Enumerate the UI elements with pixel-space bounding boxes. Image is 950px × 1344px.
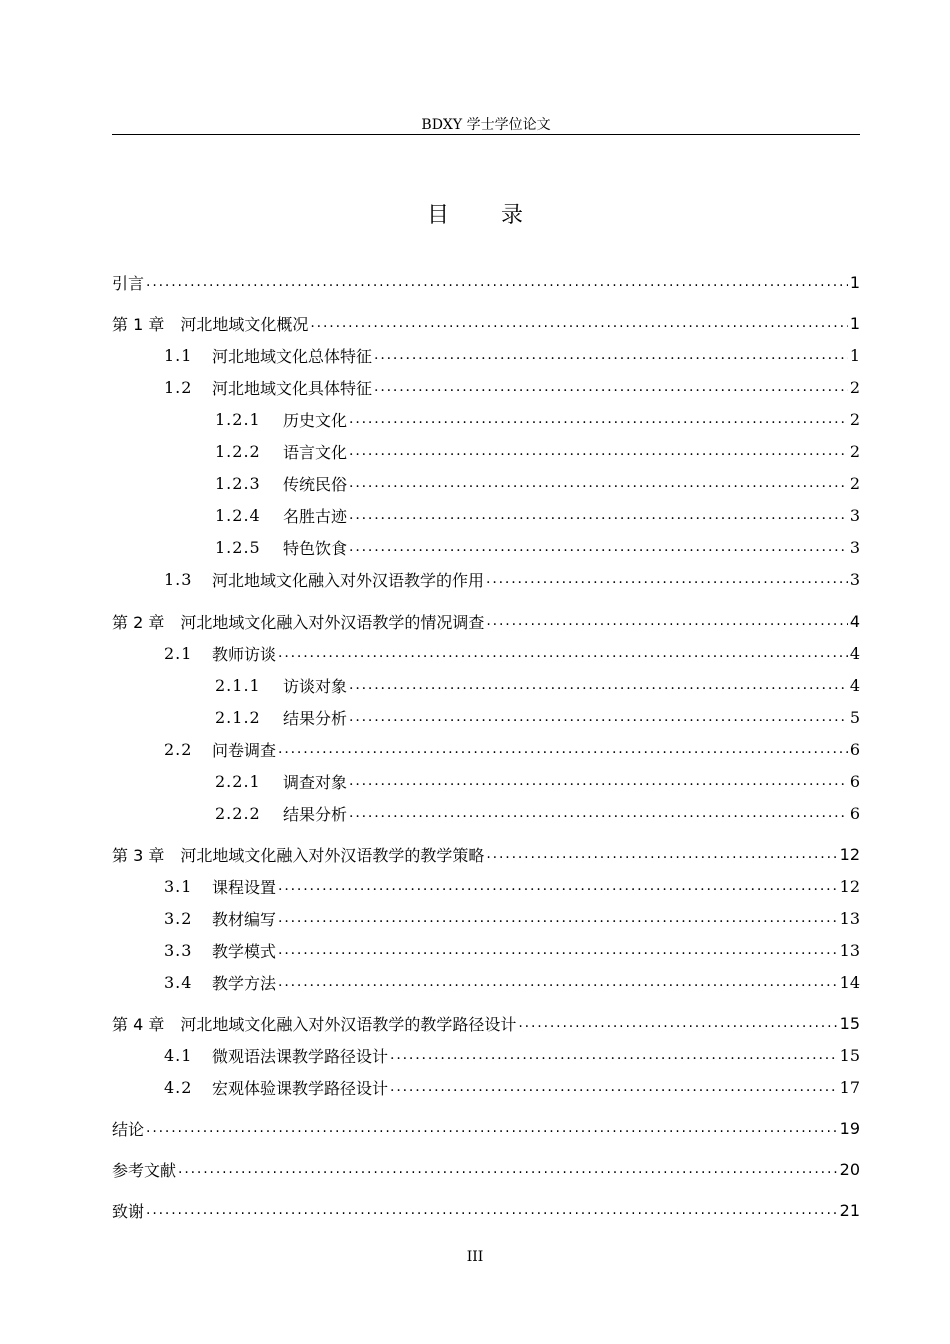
toc-entry[interactable] <box>112 637 860 669</box>
toc-entry[interactable] <box>112 669 860 701</box>
toc-entry-page: 1 <box>849 313 860 333</box>
toc-entry-number: 1.2.2 <box>215 441 261 461</box>
toc-entry-page: 2 <box>849 409 860 429</box>
toc-entry[interactable] <box>112 934 860 966</box>
dot-leader <box>349 403 848 435</box>
dot-leader <box>374 371 848 403</box>
toc-entry[interactable] <box>112 765 860 797</box>
toc-entry-page: 2 <box>849 441 860 461</box>
toc-entry[interactable] <box>112 605 860 637</box>
toc-entry-page: 6 <box>849 739 860 759</box>
dot-leader <box>278 870 838 902</box>
dot-leader <box>310 307 847 339</box>
toc-entry-title: 问卷调查 <box>212 740 277 760</box>
toc-entry-title: 结果分析 <box>283 708 348 728</box>
toc-entry-title: 语言文化 <box>283 442 348 462</box>
toc-entry-page: 12 <box>839 876 860 896</box>
toc-title: 目录 <box>426 203 575 228</box>
toc-entry-title: 课程设置 <box>212 877 277 897</box>
toc-entry[interactable] <box>112 1071 860 1103</box>
toc-entry-page: 3 <box>849 537 860 557</box>
toc-entry-number: 3.1 <box>164 876 193 896</box>
dot-leader <box>278 637 848 669</box>
toc-entry-page: 17 <box>839 1077 860 1097</box>
dot-leader <box>278 733 848 765</box>
toc-entry-page: 21 <box>839 1200 860 1220</box>
toc-entry-title: 引言 <box>112 273 145 293</box>
dot-leader <box>518 1007 837 1039</box>
toc-entry[interactable] <box>112 403 860 435</box>
toc-entry-title: 参考文献 <box>112 1160 177 1180</box>
toc-entry-page: 3 <box>849 569 860 589</box>
toc-entry[interactable] <box>112 563 860 595</box>
toc-entry-page: 20 <box>839 1159 860 1179</box>
toc-entry-page: 6 <box>849 803 860 823</box>
toc-entry-title: 教师访谈 <box>212 644 277 664</box>
toc-entry-number: 第 2 章 <box>112 612 165 632</box>
toc-entry-page: 2 <box>849 377 860 397</box>
toc-entry[interactable] <box>112 266 860 298</box>
toc-entry-number: 3.2 <box>164 908 193 928</box>
toc-entry-number: 1.2 <box>164 377 193 397</box>
header-rule <box>112 134 860 135</box>
toc-entry-number: 3.4 <box>164 972 193 992</box>
toc-entry-page: 14 <box>839 972 860 992</box>
toc-entry[interactable] <box>112 797 860 829</box>
toc-entry-title: 教学方法 <box>212 973 277 993</box>
toc-entry-title: 河北地域文化融入对外汉语教学的作用 <box>212 570 485 590</box>
toc-entry-page: 4 <box>849 675 860 695</box>
toc-entry[interactable] <box>112 499 860 531</box>
toc-entry[interactable] <box>112 307 860 339</box>
toc-entry-title: 传统民俗 <box>283 474 348 494</box>
toc-entry[interactable] <box>112 1007 860 1039</box>
toc-entry-number: 1.3 <box>164 569 193 589</box>
running-header: BDXY 学士学位论文 <box>421 117 551 133</box>
toc-entry[interactable] <box>112 701 860 733</box>
dot-leader <box>486 563 848 595</box>
toc-entry-page: 19 <box>839 1118 860 1138</box>
toc-entry[interactable] <box>112 1194 860 1226</box>
dot-leader <box>390 1071 838 1103</box>
toc-entry[interactable] <box>112 838 860 870</box>
toc-entry-number: 4.1 <box>164 1045 193 1065</box>
toc-entry[interactable] <box>112 467 860 499</box>
toc-entry-number: 第 3 章 <box>112 845 165 865</box>
toc-entry-title: 调查对象 <box>283 772 348 792</box>
dot-leader <box>349 531 848 563</box>
toc-entry-page: 15 <box>839 1013 860 1033</box>
toc-entry-page: 3 <box>849 505 860 525</box>
dot-leader <box>278 934 838 966</box>
toc-entry-title: 结论 <box>112 1119 145 1139</box>
toc-entry-number: 2.2.2 <box>215 803 261 823</box>
dot-leader <box>178 1153 838 1185</box>
toc-entry-page: 4 <box>849 611 860 631</box>
dot-leader <box>349 435 848 467</box>
toc-entry-number: 2.2.1 <box>215 771 261 791</box>
dot-leader <box>486 605 847 637</box>
toc-entry-title: 历史文化 <box>283 410 348 430</box>
toc-entry-number: 1.2.4 <box>215 505 261 525</box>
toc-entry[interactable] <box>112 966 860 998</box>
toc-entry-title: 致谢 <box>112 1201 145 1221</box>
toc-entry-title: 教材编写 <box>212 909 277 929</box>
dot-leader <box>278 902 838 934</box>
page-number-footer: III <box>466 1249 484 1265</box>
toc-entry-title: 河北地域文化融入对外汉语教学的教学路径设计 <box>180 1014 517 1034</box>
toc-entry-number: 4.2 <box>164 1077 193 1097</box>
dot-leader <box>146 1194 838 1226</box>
toc-entry-number: 1.2.3 <box>215 473 261 493</box>
toc-entry-number: 2.1 <box>164 643 193 663</box>
toc-entry[interactable] <box>112 1153 860 1185</box>
toc-entry[interactable] <box>112 531 860 563</box>
toc-entry-page: 13 <box>839 940 860 960</box>
toc-entry-title: 特色饮食 <box>283 538 348 558</box>
toc-entry-title: 宏观体验课教学路径设计 <box>212 1078 389 1098</box>
toc-entry[interactable] <box>112 870 860 902</box>
toc-entry-number: 2.2 <box>164 739 193 759</box>
toc-entry-title: 微观语法课教学路径设计 <box>212 1046 389 1066</box>
toc-entry[interactable] <box>112 1039 860 1071</box>
toc-entry-page: 12 <box>839 844 860 864</box>
toc-entry-number: 第 1 章 <box>112 314 165 334</box>
toc-entry[interactable] <box>112 1112 860 1144</box>
dot-leader <box>146 1112 838 1144</box>
toc-entry-number: 3.3 <box>164 940 193 960</box>
dot-leader <box>349 669 848 701</box>
toc-entry[interactable] <box>112 902 860 934</box>
toc-entry-title: 结果分析 <box>283 804 348 824</box>
toc-entry-page: 15 <box>839 1045 860 1065</box>
dot-leader <box>349 765 848 797</box>
toc-entry-number: 2.1.2 <box>215 707 261 727</box>
dot-leader <box>374 339 848 371</box>
dot-leader <box>349 499 848 531</box>
toc-entry-title: 河北地域文化总体特征 <box>212 346 373 366</box>
dot-leader <box>390 1039 838 1071</box>
toc-entry-number: 1.2.5 <box>215 537 261 557</box>
toc-entry-page: 2 <box>849 473 860 493</box>
toc-entry-number: 第 4 章 <box>112 1014 165 1034</box>
toc-entry-number: 2.1.1 <box>215 675 261 695</box>
toc-entry-title: 河北地域文化概况 <box>180 314 309 334</box>
toc-entry-number: 1.2.1 <box>215 409 261 429</box>
toc-entry-page: 5 <box>849 707 860 727</box>
toc-entry[interactable] <box>112 339 860 371</box>
toc-entry-page: 1 <box>849 272 860 292</box>
toc-entry-page: 6 <box>849 771 860 791</box>
toc-entry-page: 13 <box>839 908 860 928</box>
toc-entry-page: 4 <box>849 643 860 663</box>
toc-entry-title: 教学模式 <box>212 941 277 961</box>
dot-leader <box>146 266 848 298</box>
toc-entry[interactable] <box>112 435 860 467</box>
toc-entry-title: 名胜古迹 <box>283 506 348 526</box>
toc-entry-number: 1.1 <box>164 345 193 365</box>
dot-leader <box>349 701 848 733</box>
toc-entry-title: 访谈对象 <box>283 676 348 696</box>
dot-leader <box>486 838 837 870</box>
dot-leader <box>349 467 848 499</box>
toc-entry-title: 河北地域文化融入对外汉语教学的教学策略 <box>180 845 485 865</box>
toc-entry-title: 河北地域文化具体特征 <box>212 378 373 398</box>
toc-entry-page: 1 <box>849 345 860 365</box>
dot-leader <box>278 966 838 998</box>
toc-entry[interactable] <box>112 371 860 403</box>
dot-leader <box>349 797 848 829</box>
toc-entry-title: 河北地域文化融入对外汉语教学的情况调查 <box>180 612 485 632</box>
toc-entry[interactable] <box>112 733 860 765</box>
